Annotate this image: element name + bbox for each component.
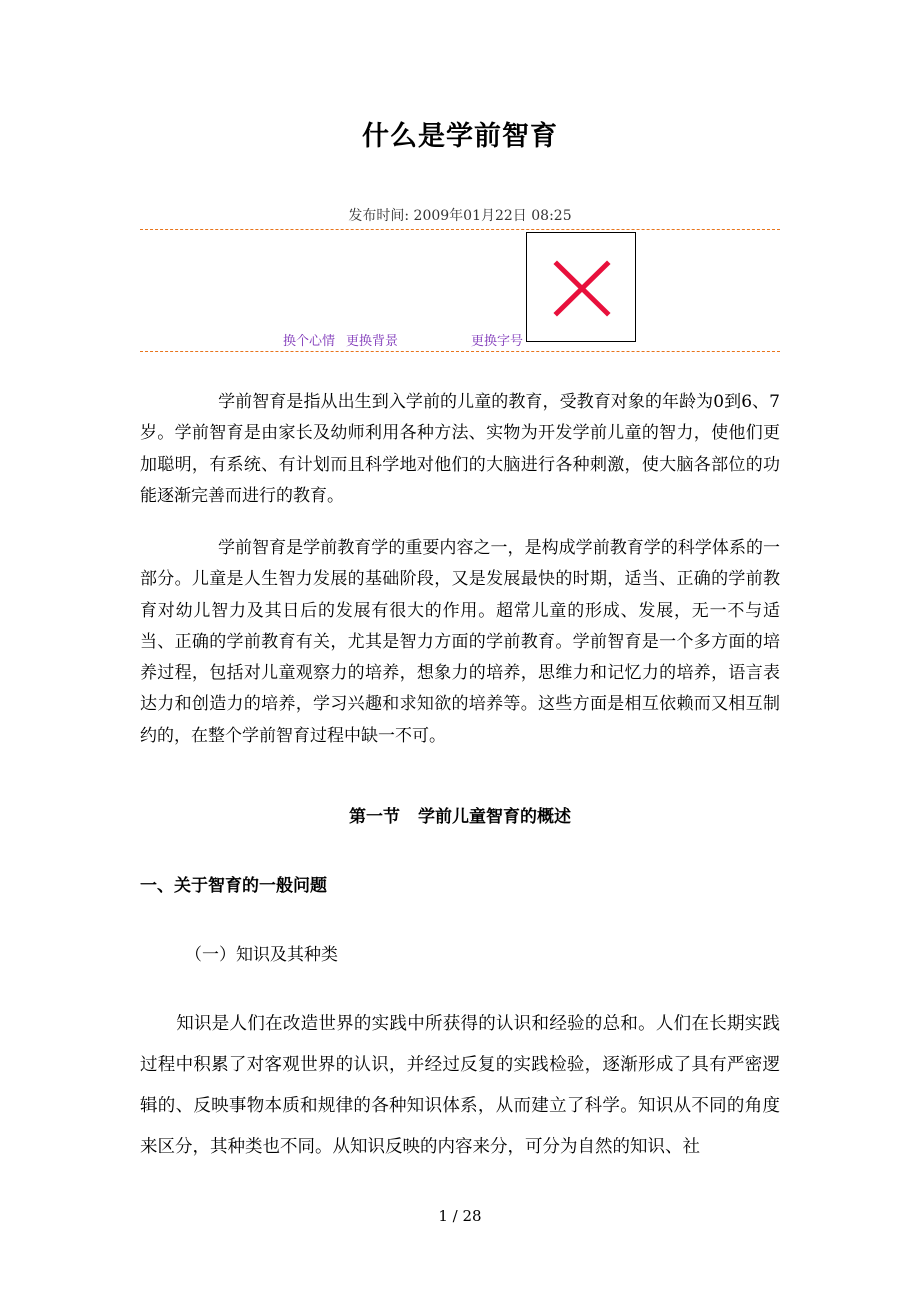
heading-one: 一、关于智育的一般问题	[140, 876, 327, 896]
subheading: （一）知识及其种类	[185, 945, 338, 965]
change-font-size-link[interactable]: 更换字号	[471, 334, 524, 349]
paragraph-1	[140, 387, 780, 512]
close-icon	[527, 233, 635, 341]
change-mood-link[interactable]: 换个心情	[283, 334, 336, 349]
section-title: 学前儿童智育的概述	[418, 807, 571, 827]
broken-image	[526, 232, 636, 342]
section-number: 第一节	[349, 807, 400, 827]
paragraph-2	[140, 533, 780, 752]
change-background-link[interactable]: 更换背景	[346, 334, 399, 349]
paragraph-3-text: 知识是人们在改造世界的实践中所获得的认识和经验的总和。人们在长期实践过程中积累了对客观世界的认识，并经过反复的实践检验，逐渐形成了具有严密逻辑的、反映事物本质和规律的各种知识体系，从而建立了科学。知识从不同的角度来区分，其种类也不同。从知识反映的内容来分，可分为自然的知识、社	[140, 1014, 780, 1157]
publish-time: 发布时间: 2009年01月22日 08:25	[348, 208, 572, 224]
paragraph-3	[140, 1004, 780, 1168]
paragraph-2-text: 学前智育是学前教育学的重要内容之一，是构成学前教育学的科学体系的一部分。儿童是人生智力发展的基础阶段，又是发展最快的时期，适当、正确的学前教育对幼儿智力及其日后的发展有很大的作用。超常儿童的形成、发展，无一不与适当、正确的学前教育有关，尤其是智力方面的学前教育。学前智育是一个多方面的培养过程，包括对儿童观察力的培养，想象力的培养，思维力和记忆力的培养，语言表达力和创造力的培养，学习兴趣和求知欲的培养等。这些方面是相互依赖而又相互制约的，在整个学前智育过程中缺一不可。	[140, 538, 780, 746]
paragraph-1-text: 学前智育是指从出生到入学前的儿童的教育，受教育对象的年龄为0到6、7岁。学前智育是由家长及幼师利用各种方法、实物为开发学前儿童的智力，使他们更加聪明，有系统、有计划而且科学地对他们的大脑进行各种刺激，使大脑各部位的功能逐渐完善而进行的教育。	[140, 392, 780, 506]
bottom-divider	[140, 351, 780, 352]
section-heading	[0, 802, 920, 827]
page-indicator: 1 / 28	[438, 1207, 482, 1225]
article-title: 什么是学前智育	[362, 121, 558, 152]
top-divider	[140, 229, 780, 230]
